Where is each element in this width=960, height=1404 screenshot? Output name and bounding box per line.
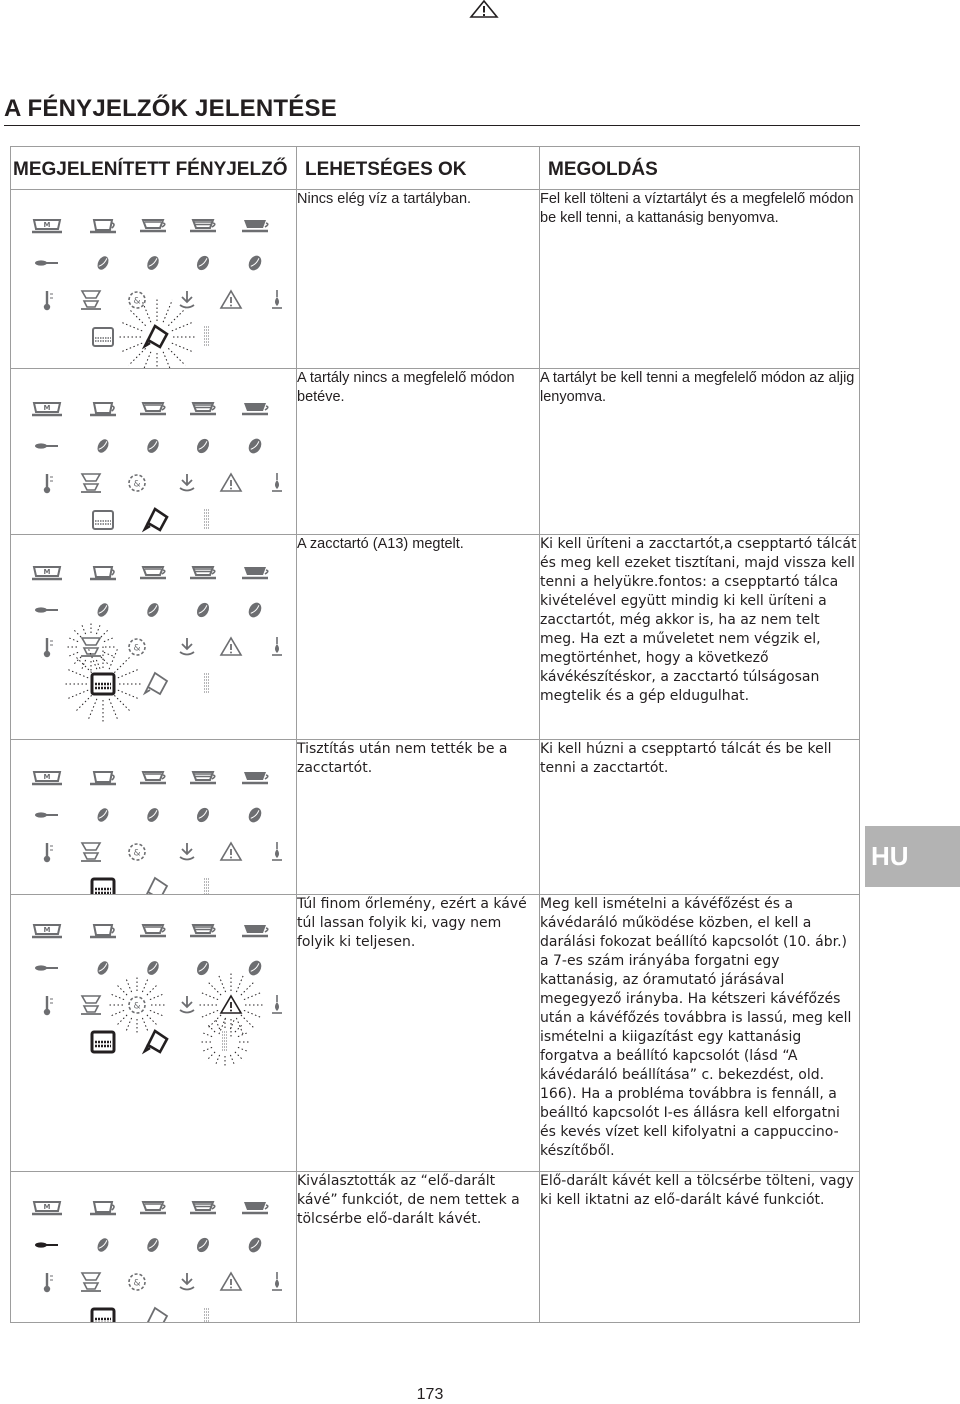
indicator-panel-4 [11, 740, 297, 895]
preground-spoon-icon [35, 443, 58, 448]
svg-text:&: & [133, 1001, 141, 1012]
coffee-cup-icon [140, 772, 166, 783]
header-cause: LEHETSÉGES OK [297, 147, 540, 190]
temperature-icon [44, 996, 53, 1015]
preground-spoon-icon [35, 260, 58, 265]
large-cup-icon [242, 1202, 268, 1213]
solution-text: Ki kell üríteni a zacctartót,a csepptartó tálcát és meg kell ezeket tisztítani, majd vissza kell tenni a helyükre.fontos: a csepptartó tálca kivételével együtt mindig ki kell üríteni a zacctartót, még akkor is, ha az nem telt meg. Ha ezt a műveletet nem végzik el, megtörténhet, hogy a következő kávékészítéskor, a zacctartó túlságosan megtelik és a gép eldugulhat. [540, 535, 860, 740]
cause-text: A tartály nincs a megfelelő módon betéve. [297, 369, 540, 535]
table-row [11, 535, 860, 740]
water-drop-icon [272, 290, 282, 308]
double-cup-icon [81, 996, 101, 1014]
espresso-cup-icon [90, 1202, 116, 1214]
preground-spoon-icon [35, 607, 58, 612]
coffee-bean-icon [95, 1236, 111, 1253]
steam-icon [180, 291, 194, 308]
cause-text: Tisztítás után nem tették be a zacctartót. [297, 740, 540, 895]
table-row [11, 369, 860, 535]
coffee-cup-icon [140, 1202, 166, 1213]
coffee-bean-icon [195, 806, 212, 825]
warning-icon [221, 291, 241, 308]
long-coffee-cup-icon [190, 1202, 216, 1213]
long-coffee-cup-icon [190, 772, 216, 783]
table-row [11, 895, 860, 1172]
descale-icon [129, 475, 145, 491]
steam-icon [180, 1273, 194, 1290]
water-drop-icon [272, 842, 282, 860]
warning-icon [221, 474, 241, 491]
coffee-bean-icon [246, 253, 264, 272]
warning-icon [221, 1273, 241, 1290]
steam-icon [180, 638, 194, 655]
warning-icon [221, 996, 241, 1013]
indicator-table [10, 146, 860, 1323]
large-cup-icon [242, 567, 268, 578]
blink-rays [65, 621, 117, 673]
preground-spoon-icon [35, 965, 58, 970]
drip-tray-icon [204, 327, 210, 345]
descale-icon [129, 639, 145, 655]
water-drop-icon [272, 473, 282, 491]
large-cup-icon [242, 772, 268, 783]
coffee-bean-icon [246, 436, 264, 455]
svg-text:&: & [133, 848, 141, 859]
drip-tray-icon [204, 510, 210, 528]
water-tank-icon [145, 509, 167, 530]
svg-text:M: M [43, 773, 51, 781]
milk-cup-icon [32, 567, 62, 579]
coffee-bean-icon [95, 806, 111, 823]
drip-tray-icon [222, 1032, 228, 1050]
descale-icon [129, 997, 145, 1013]
svg-text:M: M [43, 568, 51, 576]
preground-spoon-icon [35, 1242, 58, 1247]
grounds-container-icon [92, 674, 114, 694]
coffee-bean-icon [145, 437, 161, 455]
svg-text:&: & [133, 1278, 141, 1289]
coffee-bean-icon [246, 805, 264, 824]
header-solution: MEGOLDÁS [540, 147, 860, 190]
grounds-container-icon [93, 511, 113, 529]
drip-tray-icon [204, 674, 210, 692]
warning-icon [469, 0, 499, 18]
water-tank-icon [145, 673, 167, 694]
espresso-cup-icon [90, 220, 116, 232]
milk-cup-icon [32, 925, 62, 937]
water-drop-icon [272, 1272, 282, 1290]
table-row [11, 1172, 860, 1323]
water-tank-icon [145, 1031, 167, 1052]
milk-cup-icon [32, 403, 62, 415]
double-cup-icon [81, 843, 101, 861]
indicator-panel-3 [11, 535, 297, 740]
double-cup-icon [81, 291, 101, 309]
blink-rays [199, 1016, 251, 1068]
long-coffee-cup-icon [190, 925, 216, 936]
page-number: 173 [416, 1386, 444, 1403]
coffee-cup-icon [140, 567, 166, 578]
coffee-bean-icon [195, 254, 212, 273]
descale-icon [129, 1274, 145, 1290]
temperature-icon [44, 291, 53, 310]
water-drop-icon [272, 995, 282, 1013]
svg-text:&: & [133, 296, 141, 307]
svg-text:M: M [43, 1203, 51, 1211]
grounds-container-icon [92, 879, 114, 894]
temperature-icon [44, 843, 53, 862]
coffee-bean-icon [145, 959, 161, 977]
double-cup-icon [81, 638, 101, 656]
coffee-cup-icon [140, 925, 166, 936]
svg-text:&: & [133, 479, 141, 490]
coffee-bean-icon [246, 1235, 264, 1254]
coffee-bean-icon [145, 601, 161, 619]
preground-spoon-icon [35, 812, 58, 817]
water-tank-icon [145, 1308, 167, 1322]
cause-text: Túl finom őrlemény, ezért a kávé túl lassan folyik ki, vagy nem folyik ki teljesen. [297, 895, 540, 1172]
large-cup-icon [242, 220, 268, 231]
table-row [11, 190, 860, 369]
svg-text:M: M [43, 221, 51, 229]
table-header-row [11, 147, 860, 190]
solution-text: Fel kell tölteni a víztartályt és a megfelelő módon be kell tenni, a kattanásig benyomva. [540, 190, 860, 369]
drip-tray-icon [204, 1309, 210, 1322]
steam-icon [180, 474, 194, 491]
solution-text: Ki kell húzni a csepptartó tálcát és be kell tenni a zacctartót. [540, 740, 860, 895]
long-coffee-cup-icon [190, 567, 216, 578]
espresso-cup-icon [90, 925, 116, 937]
coffee-cup-icon [140, 220, 166, 231]
coffee-bean-icon [246, 600, 264, 619]
language-tab: HU [865, 826, 960, 887]
coffee-bean-icon [195, 1236, 212, 1255]
coffee-bean-icon [246, 958, 264, 977]
solution-text: A tartályt be kell tenni a megfelelő módon az aljig lenyomva. [540, 369, 860, 535]
espresso-cup-icon [90, 772, 116, 784]
grounds-container-icon [92, 1309, 114, 1322]
cause-text: A zacctartó (A13) megtelt. [297, 535, 540, 740]
temperature-icon [44, 1273, 53, 1292]
coffee-bean-icon [95, 959, 111, 976]
solution-text: Elő-darált kávét kell a tölcsérbe tölteni, vagy ki kell iktatni az elő-darált kávé funkciót. [540, 1172, 860, 1323]
table-row [11, 740, 860, 895]
warning-icon [221, 843, 241, 860]
warning-icon [221, 638, 241, 655]
descale-icon [129, 844, 145, 860]
svg-text:M: M [43, 926, 51, 934]
coffee-bean-icon [145, 806, 161, 824]
svg-text:&: & [133, 643, 141, 654]
coffee-bean-icon [95, 601, 111, 618]
coffee-bean-icon [145, 1236, 161, 1254]
large-cup-icon [242, 403, 268, 414]
double-cup-icon [81, 474, 101, 492]
indicator-panel-5 [11, 895, 297, 1172]
water-tank-icon [145, 326, 167, 347]
header-indicator: MEGJELENÍTETT FÉNYJELZŐ [11, 147, 297, 190]
long-coffee-cup-icon [190, 403, 216, 414]
milk-cup-icon [32, 1202, 62, 1214]
steam-icon [180, 843, 194, 860]
large-cup-icon [242, 925, 268, 936]
espresso-cup-icon [90, 403, 116, 415]
coffee-bean-icon [95, 437, 111, 454]
double-cup-icon [81, 1273, 101, 1291]
grounds-container-icon [92, 1032, 114, 1052]
indicator-panel-2 [11, 369, 297, 535]
coffee-cup-icon [140, 403, 166, 414]
coffee-bean-icon [195, 437, 212, 456]
indicator-panel-1 [11, 190, 297, 369]
coffee-bean-icon [95, 254, 111, 271]
cause-text: Nincs elég víz a tartályban. [297, 190, 540, 369]
temperature-icon [44, 474, 53, 493]
long-coffee-cup-icon [190, 220, 216, 231]
svg-text:M: M [43, 404, 51, 412]
water-tank-icon [145, 878, 167, 894]
temperature-icon [44, 638, 53, 657]
espresso-cup-icon [90, 567, 116, 579]
cause-text: Kiválasztották az “elő-darált kávé” funkciót, de nem tettek a tölcsérbe elő-darált kávét. [297, 1172, 540, 1323]
drip-tray-icon [204, 879, 210, 894]
milk-cup-icon [32, 220, 62, 232]
indicator-panel-6 [11, 1172, 297, 1323]
grounds-container-icon [93, 328, 113, 346]
steam-icon [180, 996, 194, 1013]
page-title: A FÉNYJELZŐK JELENTÉSE [4, 96, 860, 126]
descale-icon [129, 292, 145, 308]
coffee-bean-icon [195, 601, 212, 620]
coffee-bean-icon [145, 254, 161, 272]
solution-text: Meg kell ismételni a kávéfőzést és a kávédaráló működése közben, el kell a darálási fokozat beállító kapcsolót (10. ábr.) a 7-es szám irányába forgatni egy kattanásig, az óramutató járásával megegyező irányba. Ha kétszeri kávéfőzés után a kávéfőzés továbbra is lassú, meg kell ismételni a kiigazítást egy kattanásig forgatva a beállító kapcsolót (lásd “A kávédaráló beállítása” c. bekezdést, old. 166). Ha a probléma továbbra is fennáll, a beálltó kapcsolót I-es állásra kell elforgatni és kevés vízet kell kifolyatni a cappuccino-készítőből. [540, 895, 860, 1172]
water-drop-icon [272, 637, 282, 655]
coffee-bean-icon [195, 959, 212, 978]
milk-cup-icon [32, 772, 62, 784]
